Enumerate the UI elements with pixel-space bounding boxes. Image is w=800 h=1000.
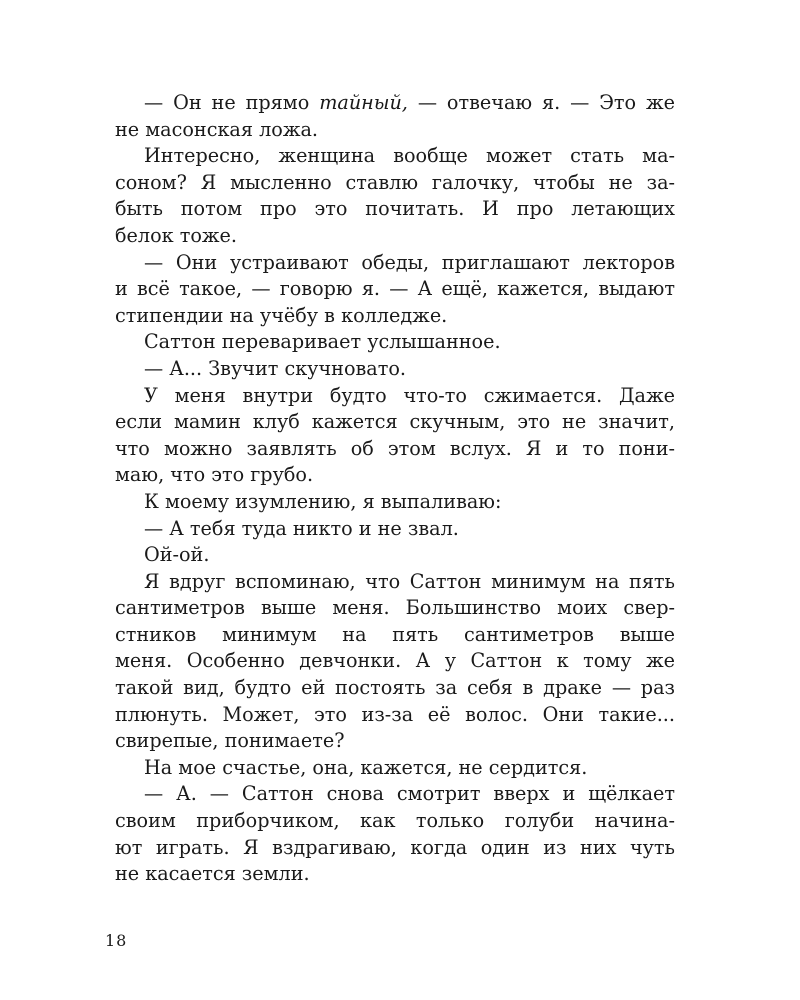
text-line: К моему изумлению, я выпаливаю: <box>144 489 502 513</box>
text-line: такой вид, будто ей постоять за себя в драке — раз <box>115 676 675 700</box>
text-line: маю, что это грубо. <box>115 463 314 487</box>
page-number: 18 <box>105 931 128 950</box>
text-line: ют играть. Я вздрагиваю, когда один из них чуть <box>115 835 675 859</box>
text-line: — А тебя туда никто и не звал. <box>144 516 459 540</box>
text-line: Саттон переваривает услышанное. <box>144 330 501 354</box>
text-line: свирепые, понимаете? <box>115 729 345 753</box>
text-line: сантиметров выше меня. Большинство моих свер- <box>115 596 675 620</box>
text-line: стников минимум на пять сантиметров выше <box>115 622 675 646</box>
text-line: У меня внутри будто что-то сжимается. Даже <box>144 383 675 407</box>
text-line: — А... Звучит скучновато. <box>144 356 407 380</box>
text-line: Интересно, женщина вообще может стать ма- <box>144 144 675 168</box>
text-segment: — отвечаю я. — Это же <box>407 91 676 114</box>
text-line: не касается земли. <box>115 862 310 886</box>
text-line: На мое счастье, она, кажется, не сердится. <box>144 755 588 779</box>
text-line: белок тоже. <box>115 223 238 247</box>
text-line: Ой-ой. <box>144 543 210 567</box>
body-text <box>115 90 675 888</box>
text-line: — Они устраивают обеды, приглашают лекторов <box>144 250 675 274</box>
text-segment: — Он не прямо <box>144 91 320 114</box>
text-line: меня. Особенно девчонки. А у Саттон к тому же <box>115 649 675 673</box>
italic-word: тайный, <box>319 91 408 114</box>
text-line: — А. — Саттон снова смотрит вверх и щёлкает <box>144 782 675 806</box>
text-line: Я вдруг вспоминаю, что Саттон минимум на пять <box>144 569 675 593</box>
text-line: своим приборчиком, как только голуби начина- <box>115 809 675 833</box>
text-line: не масонская ложа. <box>115 117 319 141</box>
text-line: стипендии на учёбу в колледже. <box>115 303 448 327</box>
text-line: плюнуть. Может, это из-за её волос. Они такие... <box>115 702 675 726</box>
text-line: если мамин клуб кажется скучным, это не значит, <box>115 410 675 434</box>
text-line: что можно заявлять об этом вслух. Я и то пони- <box>115 436 675 460</box>
text-line: быть потом про это почитать. И про летающих <box>115 197 675 221</box>
text-line: и всё такое, — говорю я. — А ещё, кажется, выдают <box>115 277 675 301</box>
text-line <box>115 90 675 117</box>
text-line: соном? Я мысленно ставлю галочку, чтобы не за- <box>115 170 675 194</box>
